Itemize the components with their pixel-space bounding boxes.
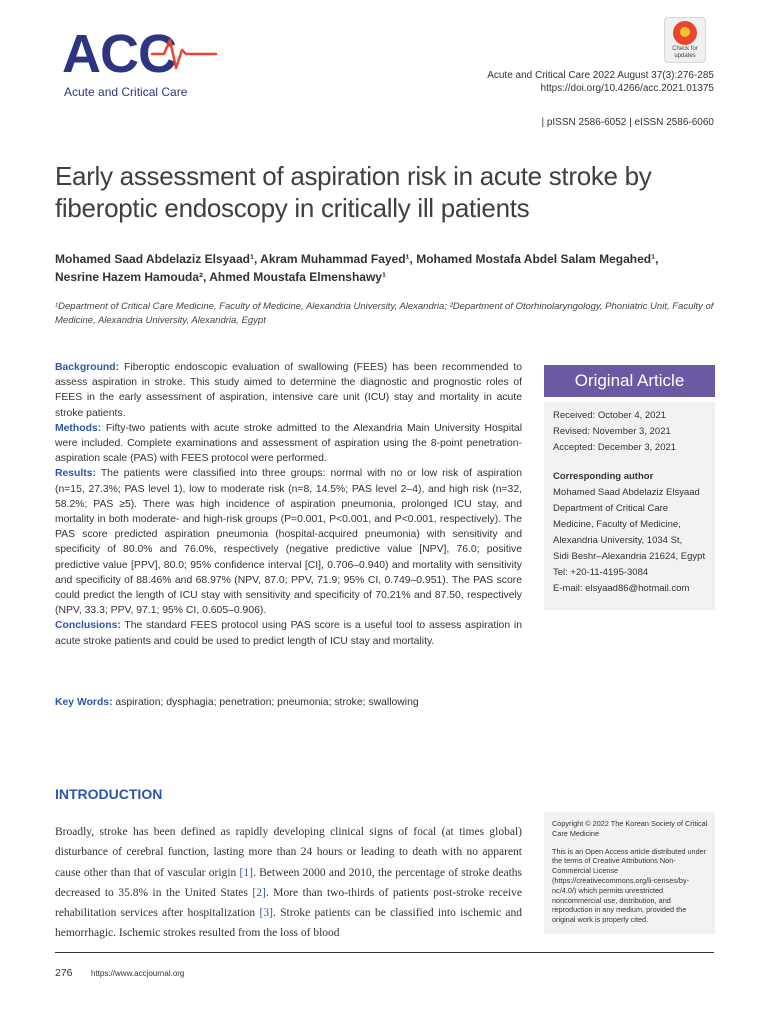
results-heading: Results: [55,468,96,480]
check-updates-label: Check for updates [672,46,698,59]
corresponding-author-heading: Corresponding author [553,471,654,482]
page-number: 276 [55,967,73,979]
received-date: Received: October 4, 2021 [553,410,667,421]
author-list [55,250,715,286]
background-heading: Background: [55,362,120,373]
copyright-line: Copyright © 2022 The Korean Society of Critical Care Medicine [552,819,708,838]
corr-email[interactable]: E-mail: elsyaad86@hotmail.com [553,583,690,594]
keywords [55,695,522,710]
abstract-methods [55,421,522,467]
abstract-background [55,360,522,421]
footer-divider [55,952,714,953]
corr-dept-1: Department of Critical Care [553,503,669,514]
corr-dept-2: Medicine, Faculty of Medicine, [553,519,681,530]
check-for-updates-badge[interactable] [664,17,706,63]
abstract [55,360,522,649]
corr-tel: Tel: +20-11-4195-3084 [553,567,649,578]
copyright-notice [552,819,710,925]
reference-link-1[interactable]: [1] [239,866,253,879]
introduction-body [55,822,522,944]
conclusions-heading: Conclusions: [55,620,121,632]
keywords-heading: Key Words: [55,697,113,708]
corr-city: Sidi Beshr–Alexandria 21624, Egypt [553,551,706,562]
journal-logo: ACC [62,24,176,84]
background-text: Fiberoptic endoscopic evaluation of swallowing (FEES) has been recommended to assess aspiration in stroke. This study aimed to determine the diagnostic and prognostic roles of FEES in the early assessment of aspiration, intensive care unit (ICU) stay and mortality in acute stroke patients. [55,362,522,419]
methods-text: Fifty-two patients with acute stroke admitted to the Alexandria Main University Hospital were included. Complete examinations and assessment of aspiration using the 8-point penetration-aspiration scale (PAS) with FEES protocol were performed. [55,422,522,465]
corr-name: Mohamed Saad Abdelaziz Elsyaad [553,487,700,498]
accepted-date: Accepted: December 3, 2021 [553,442,677,453]
issn-line: | pISSN 2586-6052 | eISSN 2586-6060 [541,117,714,128]
reference-link-3[interactable]: [3] [259,907,273,920]
citation-text: Acute and Critical Care 2022 August 37(3):276-285 [487,70,714,81]
methods-heading: Methods: [55,422,102,434]
revised-date: Revised: November 3, 2021 [553,426,671,437]
journal-url-link[interactable]: https://www.accjournal.org [91,969,185,978]
heartbeat-icon [150,32,220,82]
keywords-text: aspiration; dysphagia; penetration; pneumonia; stroke; swallowing [112,697,419,708]
reference-link-2[interactable]: [2] [252,886,266,899]
corresponding-author-details [553,485,713,597]
intro-text-2: . Between 2000 and 2010, the percentage of stroke deaths decreased to 35.8% in the United States [55,866,522,899]
affiliations: ¹Department of Critical Care Medicine, Faculty of Medicine, Alexandria University, Alexandria; ²Department of Otorhinolaryngology, Phoniatric Unit, Faculty of Medicine, Alexandria University, Alexandria, Egypt [55,301,714,326]
abstract-results [55,466,522,618]
article-type-badge: Original Article [544,365,715,397]
abstract-conclusions [55,618,522,648]
license-text: This is an Open Access article distributed under the terms of Creative Attributions Non-Commercial License (https://creativecommons.org/li-censes/by-nc/4.0/) which permits unrestricted noncommercial use, distribution, and reproduction in any medium, provided the original work is properly cited. [552,846,707,925]
corr-university: Alexandria University, 1034 St, [553,535,683,546]
intro-text-4: . Stroke patients can be classified into ischemic and hemorrhagic. Ischemic strokes resulted from the loss of blood [55,907,522,940]
article-title: Early assessment of aspiration risk in acute stroke by fiberoptic endoscopy in critically ill patients [55,161,652,223]
journal-tagline: Acute and Critical Care [64,85,188,99]
results-text: The patients were classified into three groups: normal with no or low risk of aspiration (n=15, 27.3%; PAS level 1), low to moderate risk (n=8, 14.5%; PAS level 2–4), and high risk (n=32, 58.2%; PAS ≥5). There was high incidence of aspiration pneumonia, prolonged ICU stay, and mortality in both moderate- and high-risk groups (P=0.001, P<0.001, and P<0.001, respectively). The PAS score predicted aspiration pneumonia (hospital-acquired pneumonia) with sensitivity and specificity of 80.0% and 76.0%, respectively (negative predictive value [NPV], 76.0; positive predictive value [PPV], 80.0; 95% confidence interval [CI], 0.706–0.940) and mortality with sensitivity and specificity of 88.46% and 68.97% (NPV, 87.0; PPV, 71.9; 95% CI, 0.749–0.951). The PAS score could predict the length of ICU stay with sensitivity and specificity of 70.21% and 87.50, respectively (NPV, 33.3; PPV, 97.1; 95% CI, 0.605–0.906). [55,468,522,617]
introduction-heading: INTRODUCTION [55,786,163,802]
doi-link[interactable]: https://doi.org/10.4266/acc.2021.01375 [540,83,714,94]
article-dates [553,408,713,456]
crossmark-icon [673,21,697,45]
journal-citation [487,69,714,95]
conclusions-text: The standard FEES protocol using PAS score is a useful tool to assess aspiration in acute stroke patients and could be used to predict length of ICU stay and mortality. [55,620,522,647]
intro-text-1: Broadly, stroke has been defined as rapidly developing clinical signs of focal (at times global) disturbance of cerebral function, lasting more than 24 hours or leading to death with no apparent cause other than that of vascular origin [55,826,522,879]
intro-text-3: . More than two-thirds of patients post-stroke receive rehabilitation services after hospitalization [55,886,522,920]
authors-line-1: Mohamed Saad Abdelaziz Elsyaad¹, Akram Muhammad Fayed¹, Mohamed Mostafa Abdel Salam Megahed¹, [55,252,659,266]
authors-line-2: Nesrine Hazem Hamouda², Ahmed Moustafa Elmenshawy¹ [55,270,386,284]
